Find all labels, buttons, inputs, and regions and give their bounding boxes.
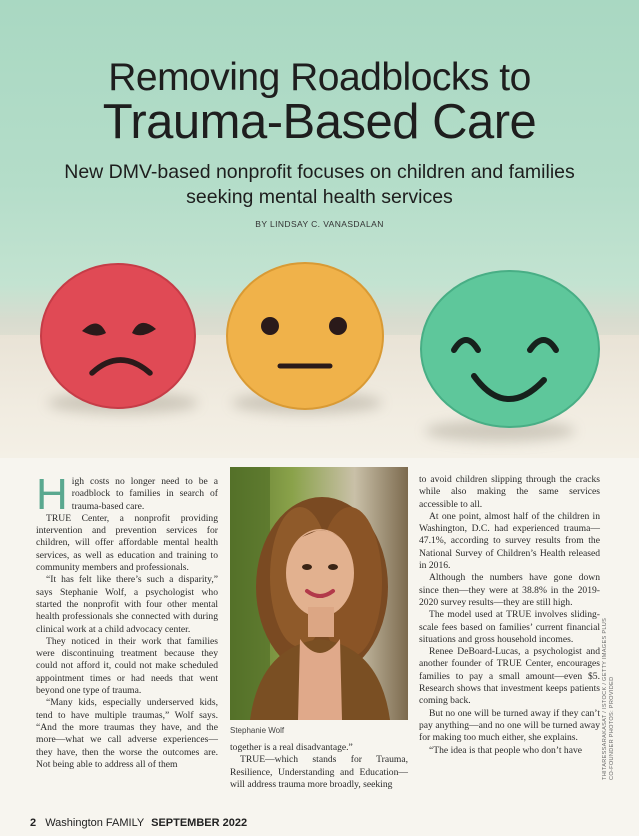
paragraph: together is a real disadvantage.”	[230, 742, 353, 753]
article-column-3	[419, 474, 600, 757]
headline-line1: Removing Roadblocks to	[108, 56, 531, 99]
byline: BY LINDSAY C. VANASDALAN	[255, 219, 384, 229]
photo-credit: THITARESSARAKASAT / ISTOCK / GETTY IMAGES PLUS CO-FOUNDER PHOTOS: PROVIDED	[602, 617, 615, 780]
paragraph: But no one will be turned away if they can’t pay anything—and no one will be turned away for making too much either, she explains.	[419, 707, 600, 744]
photo-caption: Stephanie Wolf	[230, 726, 285, 735]
page-number: 2	[30, 817, 37, 829]
issue-date: SEPTEMBER 2022	[151, 817, 248, 829]
sad-face-icon	[40, 263, 196, 409]
happy-face-icon	[420, 270, 600, 428]
paragraph: “It has felt like there’s such a disparity,” says Stephanie Wolf, a psychologist who started the nonprofit with four other mental health professionals she connected with during clinical work at a child advocacy center.	[36, 574, 218, 635]
article-column-2	[230, 742, 408, 791]
stephanie-wolf-photo	[230, 467, 408, 720]
paragraph: They noticed in their work that families were discontinuing treatment because they could not afford it, could not make scheduled appointment times or had needs that went beyond one type of trauma.	[36, 635, 218, 697]
paragraph: “The idea is that people who don’t have	[429, 744, 583, 756]
intro-paragraph: High costs no longer need to be a roadblock to families in search of trauma-based care.	[36, 470, 218, 519]
neutral-face-icon	[226, 262, 384, 410]
paragraph: to avoid children slipping through the cracks while also making the same services accessible to all.	[419, 474, 600, 510]
publication-name: Washington FAMILY	[45, 817, 145, 829]
headline-line2: Trauma-Based Care	[102, 95, 537, 149]
page-footer	[30, 817, 247, 829]
paragraph: TRUE—which stands for Trauma, Resilience, Understanding and Education—will address trauma more broadly, seeking	[230, 754, 408, 790]
paragraph: “Many kids, especially underserved kids, tend to have multiple traumas,” Wolf says. “And the more traumas they have, and the more—what we call adverse experiences—they have, then the worse the outcomes are. Not being able to address all of them	[36, 697, 218, 770]
article-column-1	[36, 470, 218, 771]
paragraph: Renee DeBoard-Lucas, a psychologist and another founder of TRUE Center, encourages families to pay a small amount—even $5. Research shows that investment keeps patients coming back.	[419, 646, 600, 707]
drop-cap: H	[36, 470, 68, 519]
paragraph: At one point, almost half of the children in Washington, D.C. had experienced trauma—47.1%, according to survey results from the National Survey of Children’s Health released in 2016.	[419, 510, 600, 572]
paragraph: The model used at TRUE involves sliding-scale fees based on families’ current financial situations and gross household incomes.	[419, 609, 600, 645]
paragraph: Although the numbers have gone down since then—they were at 38.8% in the 2019-2020 survey results—they are still high.	[419, 572, 600, 608]
subtitle: New DMV-based nonprofit focuses on children and families seeking mental health services	[64, 161, 575, 208]
paragraph: TRUE Center, a nonprofit providing intervention and prevention services for children, will offer affordable mental health services, as well as education and training to community members and professionals.	[36, 512, 218, 574]
